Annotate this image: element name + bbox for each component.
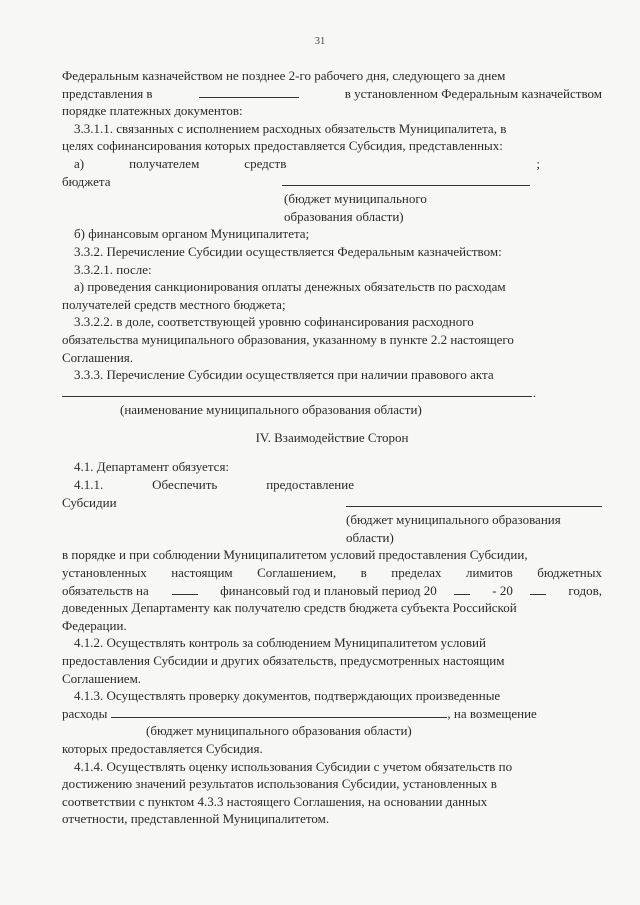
clause-3-3-3: 3.3.3. Перечисление Субсидии осуществляется при наличии правового акта [74, 367, 494, 383]
fill-in-blank [530, 582, 546, 595]
clause-4-1-1 [62, 476, 602, 494]
text-fragment: финансовый год и плановый период 20 [220, 582, 437, 598]
text-line: в порядке и при соблюдении Муниципалитетом условий предоставления Субсидии, [62, 547, 528, 563]
text-line: отчетности, представленной Муниципалитетом. [62, 811, 330, 827]
clause-4-1-3-line2 [62, 705, 602, 723]
text-line: Соглашения. [62, 349, 134, 365]
text-line: соответствии с пунктом 4.3.3 настоящего Соглашения, на основании данных [62, 793, 488, 809]
caption: (бюджет муниципального образования области) [146, 723, 412, 739]
text-fragment: средств [244, 155, 287, 171]
text-fragment: . [532, 384, 536, 400]
blank-line [62, 384, 602, 402]
text-line: Федерации. [62, 617, 127, 633]
caption: (наименование муниципального образования области) [120, 402, 422, 418]
text-line: доведенных Департаменту как получателю средств бюджета субъекта Российской [62, 600, 517, 616]
clause-4-1: 4.1. Департамент обязуется: [74, 459, 230, 475]
caption: (бюджет муниципального [284, 191, 427, 207]
item-a-line2 [62, 173, 602, 191]
text-fragment: ; [536, 155, 540, 171]
fill-in-blank [62, 384, 532, 397]
clause-3-3-2-2: 3.3.2.2. в доле, соответствующей уровню софинансирования расходного [74, 314, 474, 330]
text-fragment: предоставление [266, 477, 354, 493]
text-line: обязательства муниципального образования, указанному в пункте 2.2 настоящего [62, 331, 514, 347]
fill-in-blank [111, 705, 447, 718]
text-line: целях софинансирования которых предоставляется Субсидия, представленных: [62, 138, 503, 154]
text-line: достижению значений результатов использования Субсидии, установленных в [62, 776, 497, 792]
paragraph-continuation [62, 67, 602, 85]
text-fragment: бюджета [62, 173, 111, 189]
text-fragment: , на возмещение [447, 705, 537, 721]
text-line: Федеральным казначейством не позднее 2-го рабочего дня, следующего за днем [62, 68, 506, 83]
text-fragment: 4.1.1. [74, 477, 104, 493]
caption: образования области) [284, 208, 404, 224]
clause-3-3-1-1 [62, 120, 602, 138]
caption: (бюджет муниципального образования [346, 512, 561, 528]
clause-4-1-1-line2 [62, 494, 602, 512]
page-number: 31 [314, 36, 326, 47]
fill-in-blank [282, 173, 530, 186]
text-fragment: годов, [568, 582, 602, 598]
text-fragment: а) [74, 155, 85, 171]
text-line: 3.3.1.1. связанных с исполнением расходных обязательств Муниципалитета, в [74, 120, 507, 136]
text-line-with-blanks [62, 582, 602, 600]
item-b: б) финансовым органом Муниципалитета; [74, 226, 310, 242]
clause-3-3-2-1-a: а) проведения санкционирования оплаты денежных обязательств по расходам [74, 279, 506, 295]
text-fragment: получателем [129, 155, 200, 171]
item-a [62, 155, 602, 173]
clause-4-1-2: 4.1.2. Осуществлять контроль за соблюдением Муниципалитетом условий [74, 635, 486, 651]
text-line: порядке платежных документов: [62, 103, 243, 119]
text-line: установленных настоящим Соглашением, в пределах лимитов бюджетных [62, 565, 602, 581]
fill-in-blank [454, 582, 470, 595]
caption: области) [346, 529, 394, 545]
clause-4-1-4: 4.1.4. Осуществлять оценку использования Субсидии с учетом обязательств по [74, 758, 513, 774]
text-fragment: - 20 [492, 582, 513, 598]
clause-3-3-2-1: 3.3.2.1. после: [74, 261, 152, 277]
document-body [62, 67, 602, 828]
text-line-with-blank [62, 85, 602, 103]
clause-3-3-2: 3.3.2. Перечисление Субсидии осуществляется Федеральным казначейством: [74, 243, 502, 259]
text-line: предоставления Субсидии и других обязательств, предусмотренных настоящим [62, 653, 505, 668]
text-fragment: Обеспечить [152, 477, 218, 493]
text-line: которых предоставляется Субсидия. [62, 740, 263, 756]
text-fragment: в установленном Федеральным казначейством [344, 85, 602, 101]
fill-in-blank [346, 494, 602, 507]
text-line: Соглашением. [62, 670, 142, 686]
text-fragment: Субсидии [62, 494, 117, 510]
text-line: получателей средств местного бюджета; [62, 296, 286, 312]
text-fragment: расходы [62, 705, 108, 721]
clause-4-1-3: 4.1.3. Осуществлять проверку документов, подтверждающих произведенные [74, 688, 501, 704]
section-title: IV. Взаимодействие Сторон [255, 429, 409, 445]
text-fragment: представления в [62, 85, 153, 101]
fill-in-blank [199, 85, 299, 98]
text-fragment: обязательств на [62, 582, 149, 598]
fill-in-blank [172, 582, 198, 595]
